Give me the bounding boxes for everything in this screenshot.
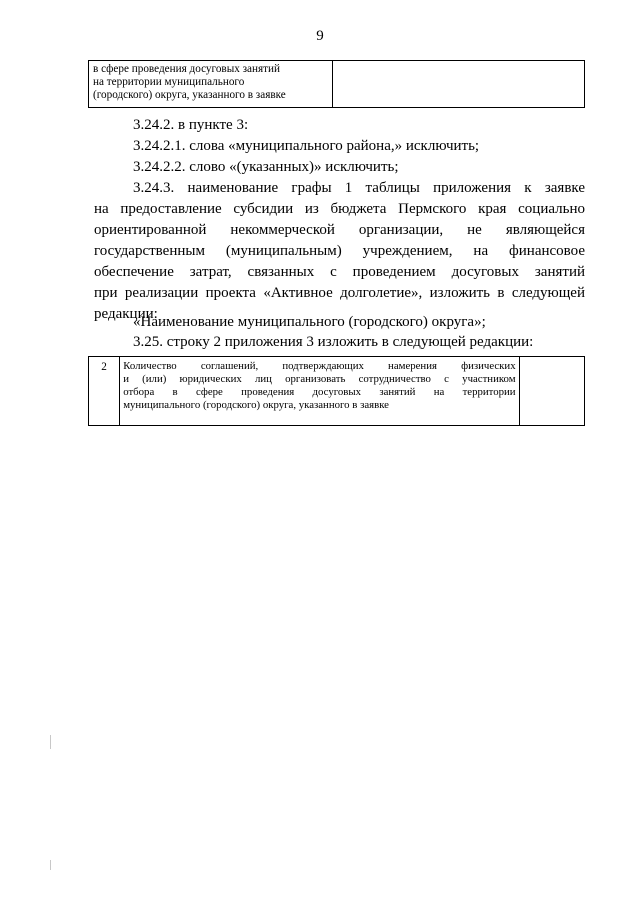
- table-cell-empty: [332, 61, 584, 108]
- paragraph-line: 3.24.3. наименование графы 1 таблицы приложения к заявке: [133, 180, 585, 196]
- margin-mark: [50, 860, 51, 870]
- paragraph-line: государственным (муниципальным) учреждением, на финансовое: [94, 243, 585, 259]
- paragraph-3-24-2-2: [133, 157, 399, 178]
- table-cell-line: отбора в сфере проведения досуговых занятий на территории: [123, 386, 516, 398]
- paragraph-3-24-2-1: [133, 136, 479, 157]
- table-cell-line: (городского) округа, указанного в заявке: [93, 89, 286, 101]
- paragraph-text: 3.24.2.2. слово «(указанных)» исключить;: [133, 159, 399, 175]
- page-number: 9: [316, 28, 324, 44]
- table-cell-line: в сфере проведения досуговых занятий: [93, 63, 280, 75]
- paragraph-line: на предоставление субсидии из бюджета Пермского края социально: [94, 201, 585, 217]
- table-cell-line: муниципального (городского) округа, указанного в заявке: [123, 399, 389, 411]
- table-cell-text: [89, 61, 333, 108]
- table-cell-empty: [519, 357, 584, 426]
- paragraph-text: «Наименование муниципального (городского) округа»;: [133, 314, 486, 330]
- table-cell-line: на территории муниципального: [93, 76, 245, 88]
- table-row: [89, 357, 585, 426]
- paragraph-line: редакции:: [94, 306, 158, 322]
- paragraph-3-24-3: [94, 178, 585, 325]
- table-cell-line: Количество соглашений, подтверждающих намерения физических: [123, 360, 516, 372]
- table-row: [89, 61, 585, 108]
- paragraph-line: обеспечение затрат, связанных с проведением досуговых занятий: [94, 264, 585, 280]
- row-number-cell: 2: [89, 357, 120, 426]
- table-cell-text: [120, 357, 519, 426]
- paragraph-text: 3.25. строку 2 приложения 3 изложить в следующей редакции:: [133, 334, 534, 350]
- paragraph-3-24-2: [133, 115, 248, 136]
- paragraph-quote: [133, 312, 486, 333]
- paragraph-text: 3.24.2.1. слова «муниципального района,» исключить;: [133, 138, 480, 154]
- paragraph-line: ориентированной некоммерческой организации, не являющейся: [94, 222, 585, 238]
- top-table: [88, 60, 585, 108]
- paragraph-3-25: [133, 332, 533, 353]
- table-cell-line: и (или) юридических лиц организовать сотрудничество с участником: [123, 373, 516, 385]
- margin-mark: [50, 735, 51, 749]
- bottom-table: [88, 356, 585, 426]
- paragraph-text: 3.24.2. в пункте 3:: [133, 117, 249, 133]
- paragraph-line: при реализации проекта «Активное долголетие», изложить в следующей: [94, 285, 585, 301]
